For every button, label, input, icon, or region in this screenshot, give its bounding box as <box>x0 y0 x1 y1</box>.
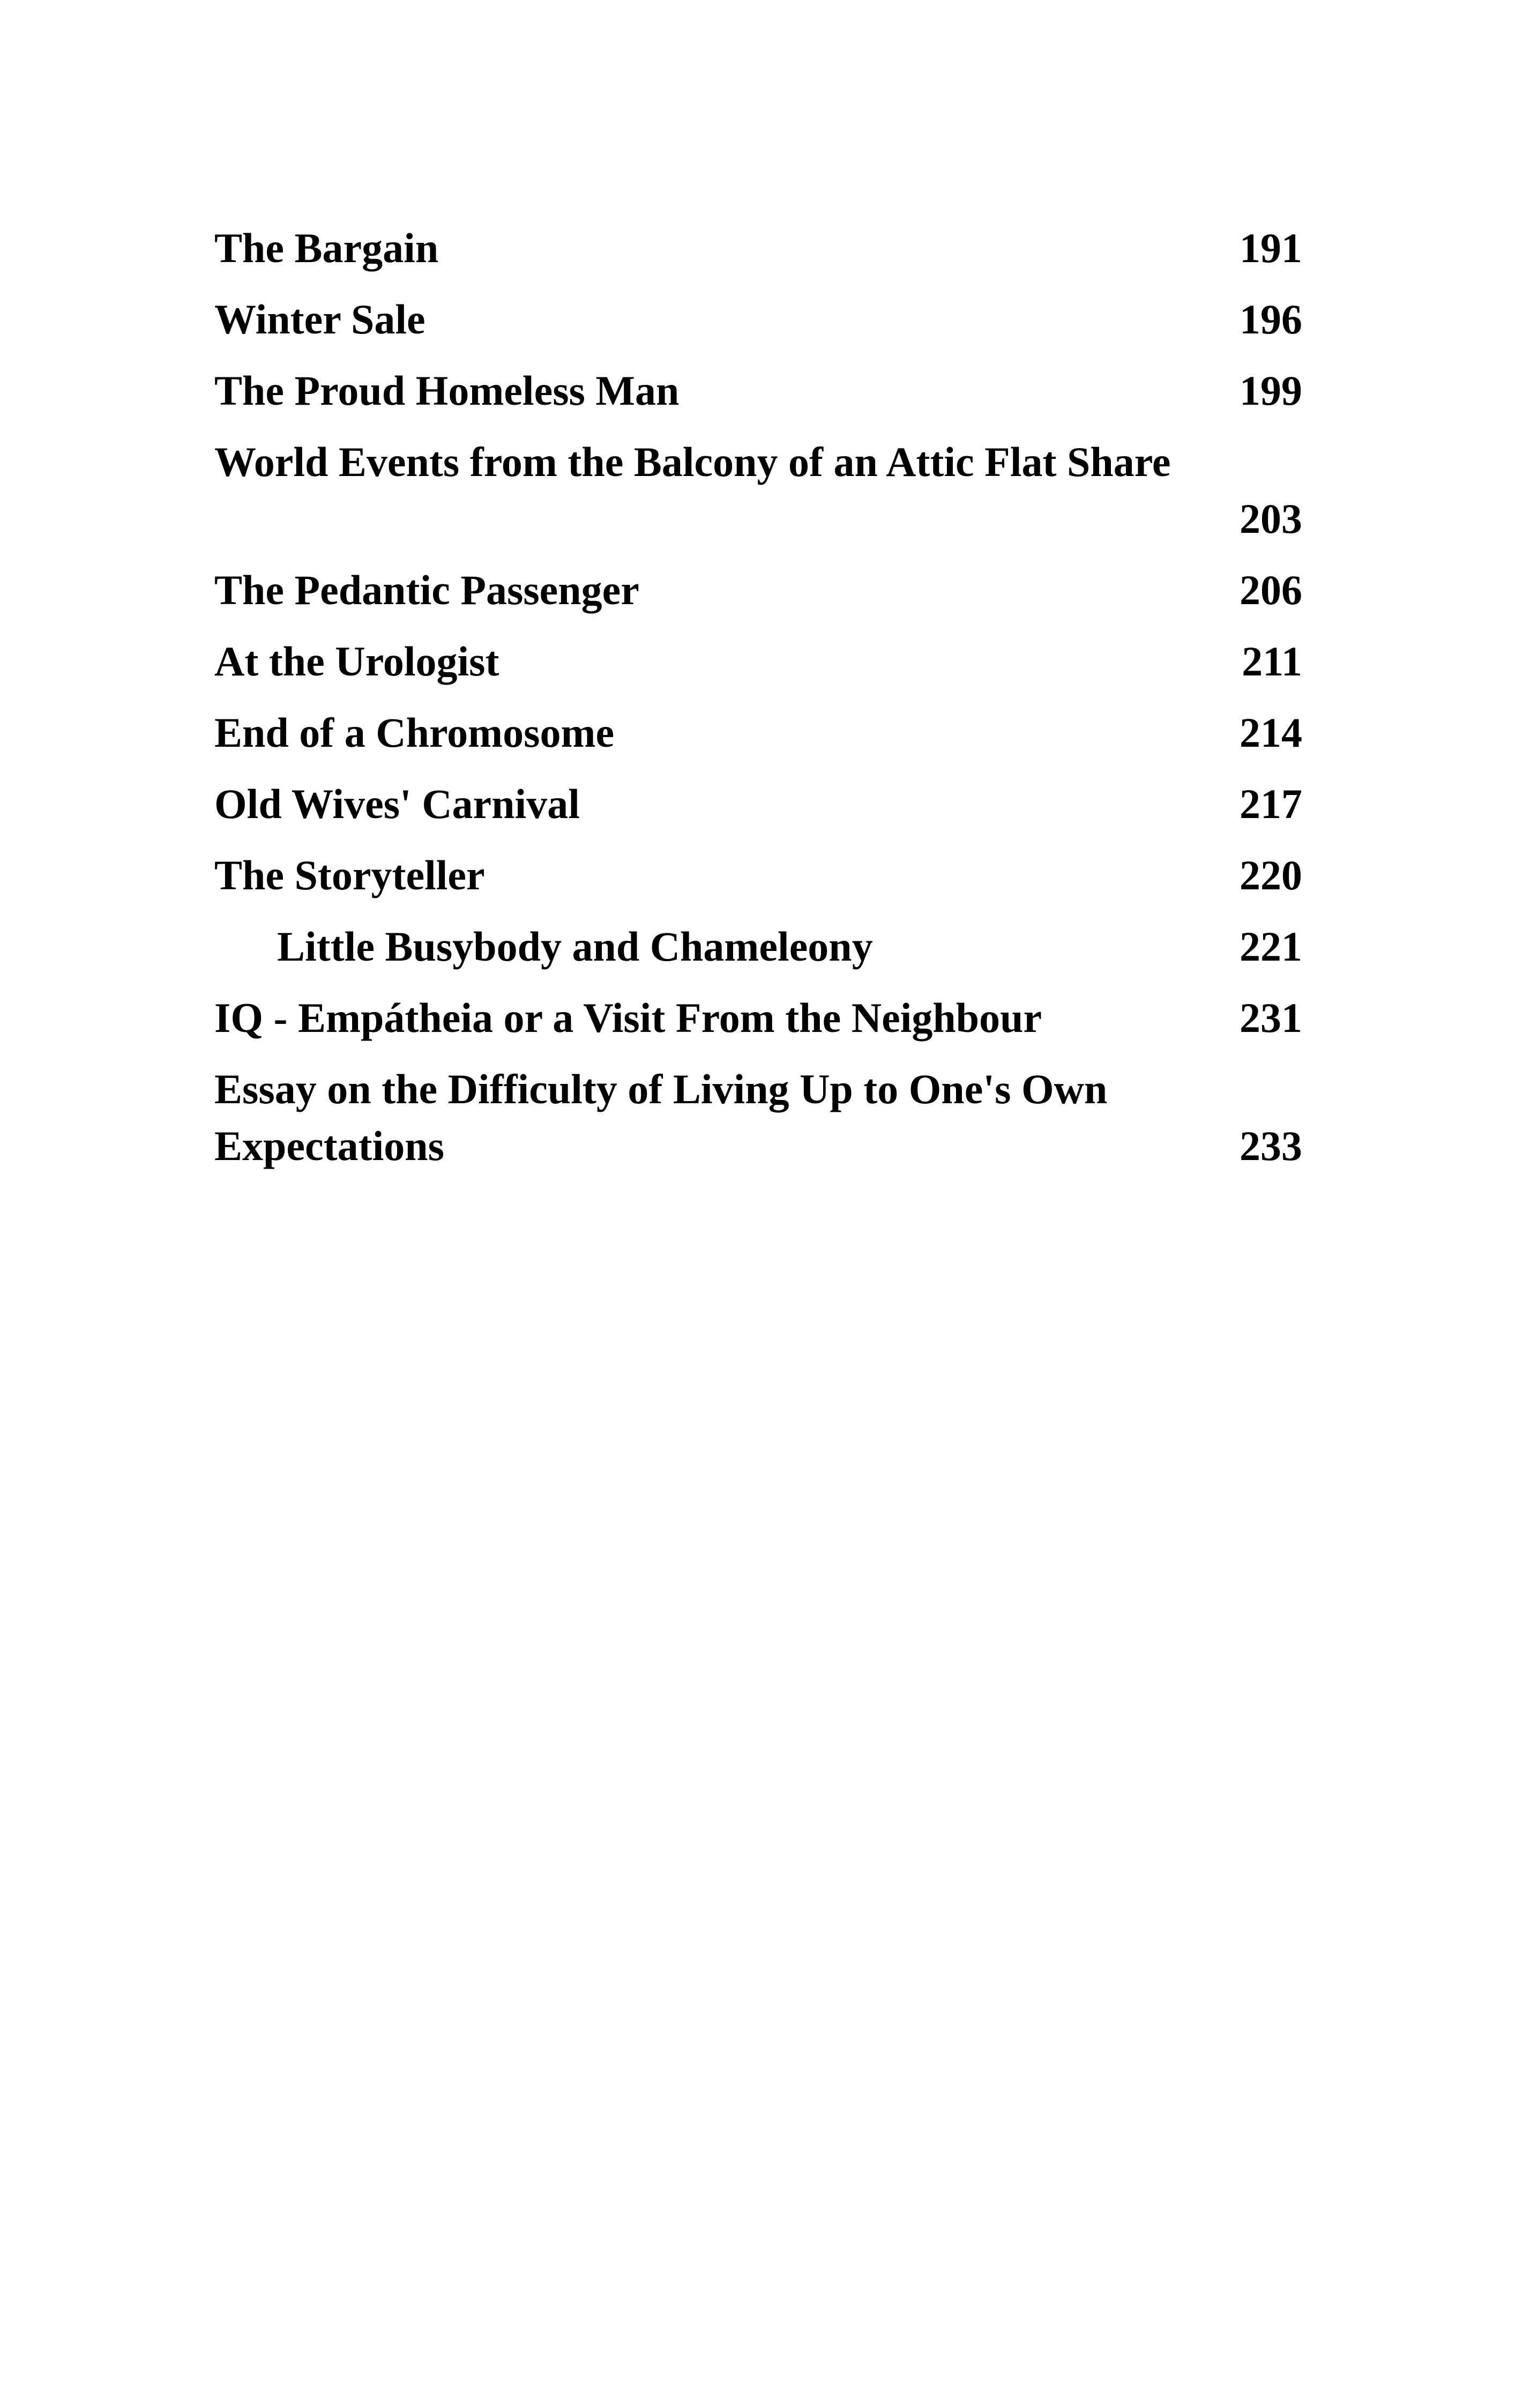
toc-entry-page: 206 <box>1240 567 1302 613</box>
toc-entry-title: The Storyteller <box>214 852 485 898</box>
toc-entry <box>214 990 1302 1046</box>
toc-entry-page: 211 <box>1242 638 1302 685</box>
toc-entry-page: 196 <box>1240 296 1302 343</box>
toc-entry-title: Old Wives' Carnival <box>214 781 580 827</box>
toc-entry <box>214 633 1302 690</box>
toc-entry-title: End of a Chromosome <box>214 709 615 756</box>
toc-entry <box>214 1061 1302 1175</box>
toc-entry-title: The Bargain <box>214 225 439 271</box>
toc-entry-title: At the Urologist <box>214 638 499 685</box>
toc-entry-page: 231 <box>1240 994 1302 1041</box>
toc-entry-page: 233 <box>1240 1123 1302 1169</box>
toc-entry <box>214 434 1302 547</box>
toc-subentry <box>214 918 1302 975</box>
toc-entry <box>214 362 1302 419</box>
toc-entry-title-line1: Essay on the Difficulty of Living Up to One's Own <box>214 1066 1108 1112</box>
toc-entry <box>214 291 1302 348</box>
toc-entry-page: 220 <box>1240 852 1302 898</box>
toc-entry-page: 199 <box>1240 367 1302 414</box>
toc-entry-title: IQ - Empátheia or a Visit From the Neighbour <box>214 994 1042 1041</box>
toc-entry <box>214 562 1302 619</box>
toc-entry <box>214 220 1302 277</box>
toc-entry-title: The Proud Homeless Man <box>214 367 680 414</box>
toc-entry-page: 214 <box>1240 709 1302 756</box>
toc-entry-title: Winter Sale <box>214 296 425 343</box>
toc-entry-page: 217 <box>1240 781 1302 827</box>
toc-subentry-page: 221 <box>1240 923 1302 970</box>
toc-entry-page: 203 <box>1240 495 1302 542</box>
toc-subentry-title: Little Busybody and Chameleony <box>277 923 873 970</box>
table-of-contents <box>214 220 1302 1189</box>
toc-entry-title: The Pedantic Passenger <box>214 567 639 613</box>
toc-entry <box>214 847 1302 904</box>
toc-entry <box>214 776 1302 833</box>
toc-entry <box>214 704 1302 761</box>
toc-entry-page: 191 <box>1240 225 1302 271</box>
toc-entry-title-line2: Expectations <box>214 1123 444 1169</box>
toc-entry-title: World Events from the Balcony of an Attic Flat Share <box>214 439 1171 485</box>
